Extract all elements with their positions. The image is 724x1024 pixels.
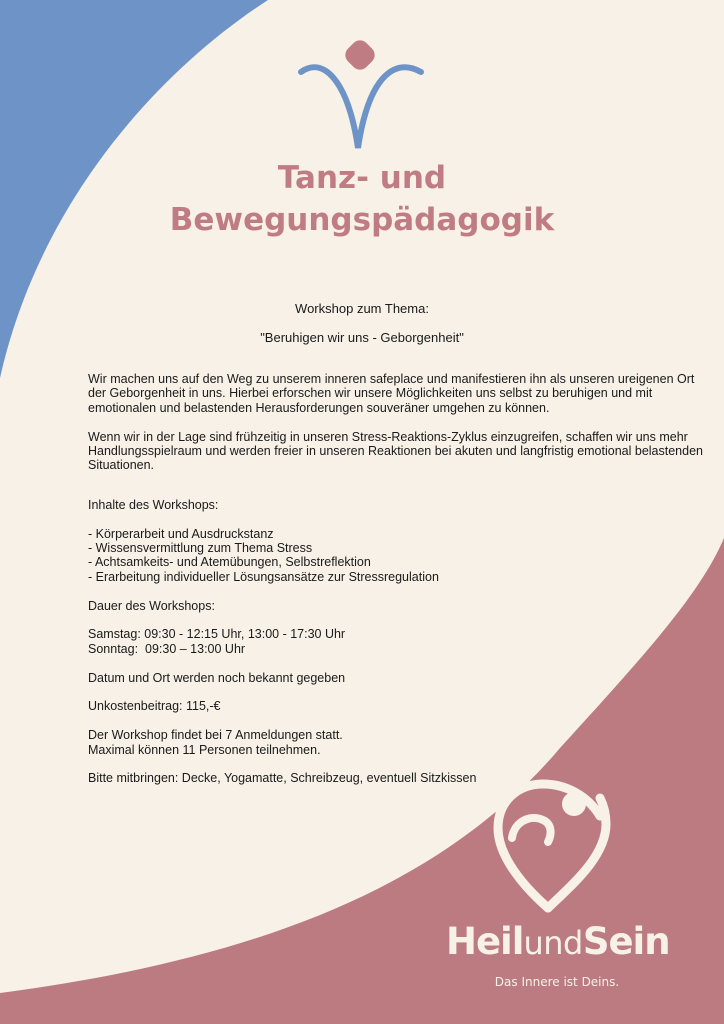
contents-item: - Achtsamkeits- und Atemübungen, Selbstreflektion [88,555,371,570]
brand-name-und: und [523,924,583,962]
saturday-times: Samstag: 09:30 - 12:15 Uhr, 13:00 - 17:30 Uhr [88,627,346,642]
sunday-times: Sonntag: 09:30 – 13:00 Uhr [88,641,246,656]
workshop-intro: Workshop zum Thema: [295,301,429,316]
description-paragraph-2: Wenn wir in der Lage sind frühzeitig in unseren Stress-Reaktions-Zyklus einzugreifen, schaffen wir uns mehr Handlungsspielraum und werden freier in unseren Reaktionen bei akuten und langfristig emotional belastenden Situationen. [88,429,703,473]
duration-heading: Dauer des Workshops: [88,598,215,613]
workshop-topic: "Beruhigen wir uns - Geborgenheit" [260,330,464,345]
page-title-line-1: Tanz- und [277,160,447,196]
brand-name-sein: Sein [582,920,670,963]
brand-name-heil: Heil [446,920,524,963]
fee: Unkostenbeitrag: 115,-€ [88,699,221,714]
max-participants: Maximal können 11 Personen teilnehmen. [88,742,321,757]
contents-item: - Erarbeitung individueller Lösungsansätze zur Stressregulation [88,569,439,584]
brand-tagline: Das Innere ist Deins. [494,975,620,989]
brand-name [446,919,668,965]
date-place-note: Datum und Ort werden noch bekannt gegeben [88,670,346,685]
page-title-line-2: Bewegungspädagogik [169,202,555,238]
min-participants: Der Workshop findet bei 7 Anmeldungen statt. [88,728,343,743]
description-paragraph-1: Wir machen uns auf den Weg zu unserem inneren safeplace und manifestieren ihn als unseren ureigenen Ort der Geborgenheit in uns. Hierbei erforschen wir unsere Möglichkeiten uns selbst zu beruhigen und mit emotionalen und belastenden Herausforderungen souveräner umgehen zu können. [88,372,695,415]
dancing-figure-icon [293,40,429,152]
heart-drop-icon [488,776,618,916]
bring-list: Bitte mitbringen: Decke, Yogamatte, Schreibzeug, eventuell Sitzkissen [88,771,477,786]
workshop-description [88,372,708,786]
contents-item: - Körperarbeit und Ausdruckstanz [88,526,274,541]
contents-heading: Inhalte des Workshops: [88,497,219,512]
contents-item: - Wissensvermittlung zum Thema Stress [88,541,313,556]
